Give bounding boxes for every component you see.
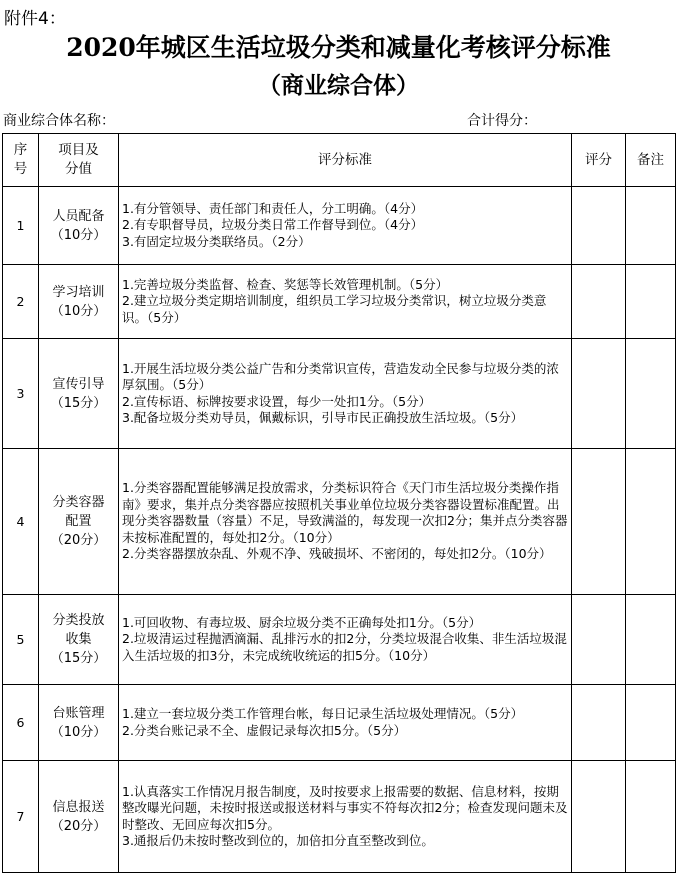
criteria-line: 1.开展生活垃圾分类公益广告和分类常识宣传，营造发动全民参与垃圾分类的浓厚氛围。（5分） xyxy=(122,360,559,392)
row-item-line: （15分） xyxy=(50,651,107,666)
row-item xyxy=(39,761,119,873)
row-criteria xyxy=(119,761,572,873)
criteria-line: 3.配备垃圾分类劝导员，佩戴标识，引导市民正确投放生活垃圾。（5分） xyxy=(122,410,524,425)
criteria-line: 1.可回收物、有毒垃圾、厨余垃圾分类不正确每处扣1分。（5分） xyxy=(122,614,482,630)
table-row xyxy=(3,265,676,339)
score-cell[interactable] xyxy=(572,761,626,873)
criteria-line: 3.通报后仍未按时整改到位的，加倍扣分直至整改到位。 xyxy=(122,833,434,848)
row-number: 6 xyxy=(3,685,39,761)
table-row xyxy=(3,761,676,873)
document-subtitle: （商业综合体） xyxy=(258,73,419,99)
note-cell[interactable] xyxy=(626,339,676,449)
row-number: 5 xyxy=(3,595,39,685)
criteria-line: 2.垃圾清运过程抛洒滴漏、乱排污水的扣2分，分类垃圾混合收集、非生活垃圾混入生活垃圾的扣3分，未完成统收统运的扣5分。（10分） xyxy=(122,631,567,663)
row-number: 7 xyxy=(3,761,39,873)
score-cell[interactable] xyxy=(572,685,626,761)
criteria-line: 2.宣传标语、标牌按要求设置，每少一处扣1分。（5分） xyxy=(122,393,432,409)
row-item-line: 学习培训 xyxy=(52,284,105,300)
note-cell[interactable] xyxy=(626,595,676,685)
header-item-line1: 项目及 xyxy=(58,142,99,158)
score-cell[interactable] xyxy=(572,339,626,449)
header-note: 备注 xyxy=(626,134,676,187)
header-item-line2: 分值 xyxy=(65,161,92,177)
criteria-line: 2.有专职督导员，垃圾分类日常工作督导到位。（4分） xyxy=(122,217,424,233)
row-item-line: （15分） xyxy=(50,395,107,411)
row-item xyxy=(39,339,119,449)
row-item xyxy=(39,187,119,265)
row-item-line: （10分） xyxy=(50,724,107,740)
row-item-line: 分类投放 xyxy=(52,613,105,628)
row-number: 1 xyxy=(3,187,39,265)
table-row xyxy=(3,595,676,685)
row-item xyxy=(39,449,119,595)
row-item-line: 收集 xyxy=(65,632,92,647)
header-criteria: 评分标准 xyxy=(119,134,572,187)
criteria-line: 1.认真落实工作情况月报告制度，及时按要求上报需要的数据、信息材料，按期整改曝光问题，未按时报送或报送材料与事实不符每次扣2分；检查发现问题未及时整改、无回应每次扣5分。 xyxy=(122,783,568,832)
header-score: 评分 xyxy=(572,134,626,187)
criteria-line: 1.分类容器配置能够满足投放需求，分类标识符合《天门市生活垃圾分类操作指南》要求，集并点分类容器应按照机关事业单位垃圾分类容器设置标准配置。出现分类容器数量（容量）不足，导致满溢的，每发现一次扣2分；集并点分类容器未按标准配置的，每处扣2分。（10分） xyxy=(122,480,568,545)
criteria-line: 2.建立垃圾分类定期培训制度，组织员工学习垃圾分类常识，树立垃圾分类意识。（5分） xyxy=(122,293,547,325)
document-title: 2020年城区生活垃圾分类和减量化考核评分标准 xyxy=(66,33,611,62)
total-score-label: 合计得分： xyxy=(467,113,537,129)
criteria-line: 2.分类容器摆放杂乱、外观不净、残破损坏、不密闭的，每处扣2分。（10分） xyxy=(122,546,552,562)
row-number: 3 xyxy=(3,339,39,449)
row-item-line: （20分） xyxy=(50,533,107,548)
row-item xyxy=(39,265,119,339)
row-item-line: 配置 xyxy=(65,514,92,529)
complex-name-label: 商业综合体名称： xyxy=(3,113,115,129)
header-no xyxy=(3,134,39,187)
row-criteria xyxy=(119,685,572,761)
attachment-label: 附件4： xyxy=(4,9,66,29)
row-number: 2 xyxy=(3,265,39,339)
row-item-line: 台账管理 xyxy=(52,705,105,721)
table-row xyxy=(3,187,676,265)
row-item-line: 信息报送 xyxy=(52,799,105,815)
criteria-line: 2.分类台账记录不全、虚假记录每次扣5分。（5分） xyxy=(122,722,407,738)
header-no-line1: 序 xyxy=(13,142,28,158)
criteria-line: 1.有分管领导、责任部门和责任人，分工明确。（4分） xyxy=(122,200,424,216)
criteria-line: 1.完善垃圾分类监督、检查、奖惩等长效管理机制。（5分） xyxy=(122,276,449,292)
row-item-line: （10分） xyxy=(50,303,107,319)
row-item-line: （10分） xyxy=(50,227,107,243)
row-item-line: 宣传引导 xyxy=(52,376,105,392)
table-row xyxy=(3,685,676,761)
note-cell[interactable] xyxy=(626,449,676,595)
row-item xyxy=(39,595,119,685)
criteria-line: 3.有固定垃圾分类联络员。（2分） xyxy=(122,233,311,249)
row-number: 4 xyxy=(3,449,39,595)
row-criteria xyxy=(119,339,572,449)
score-cell[interactable] xyxy=(572,187,626,265)
table-row xyxy=(3,449,676,595)
row-item xyxy=(39,685,119,761)
row-item-line: （20分） xyxy=(50,818,107,834)
note-cell[interactable] xyxy=(626,265,676,339)
row-item-line: 人员配备 xyxy=(52,208,105,224)
row-criteria xyxy=(119,595,572,685)
table-header-row xyxy=(3,134,676,187)
score-cell[interactable] xyxy=(572,595,626,685)
header-item xyxy=(39,134,119,187)
row-criteria xyxy=(119,265,572,339)
scoring-table xyxy=(2,133,676,873)
criteria-line: 1.建立一套垃圾分类工作管理台帐，每日记录生活垃圾处理情况。（5分） xyxy=(122,706,524,721)
note-cell[interactable] xyxy=(626,685,676,761)
row-item-line: 分类容器 xyxy=(52,495,105,510)
header-no-line2: 号 xyxy=(13,161,28,177)
row-criteria xyxy=(119,449,572,595)
note-cell[interactable] xyxy=(626,187,676,265)
note-cell[interactable] xyxy=(626,761,676,873)
table-row xyxy=(3,339,676,449)
score-cell[interactable] xyxy=(572,265,626,339)
row-criteria xyxy=(119,187,572,265)
score-cell[interactable] xyxy=(572,449,626,595)
